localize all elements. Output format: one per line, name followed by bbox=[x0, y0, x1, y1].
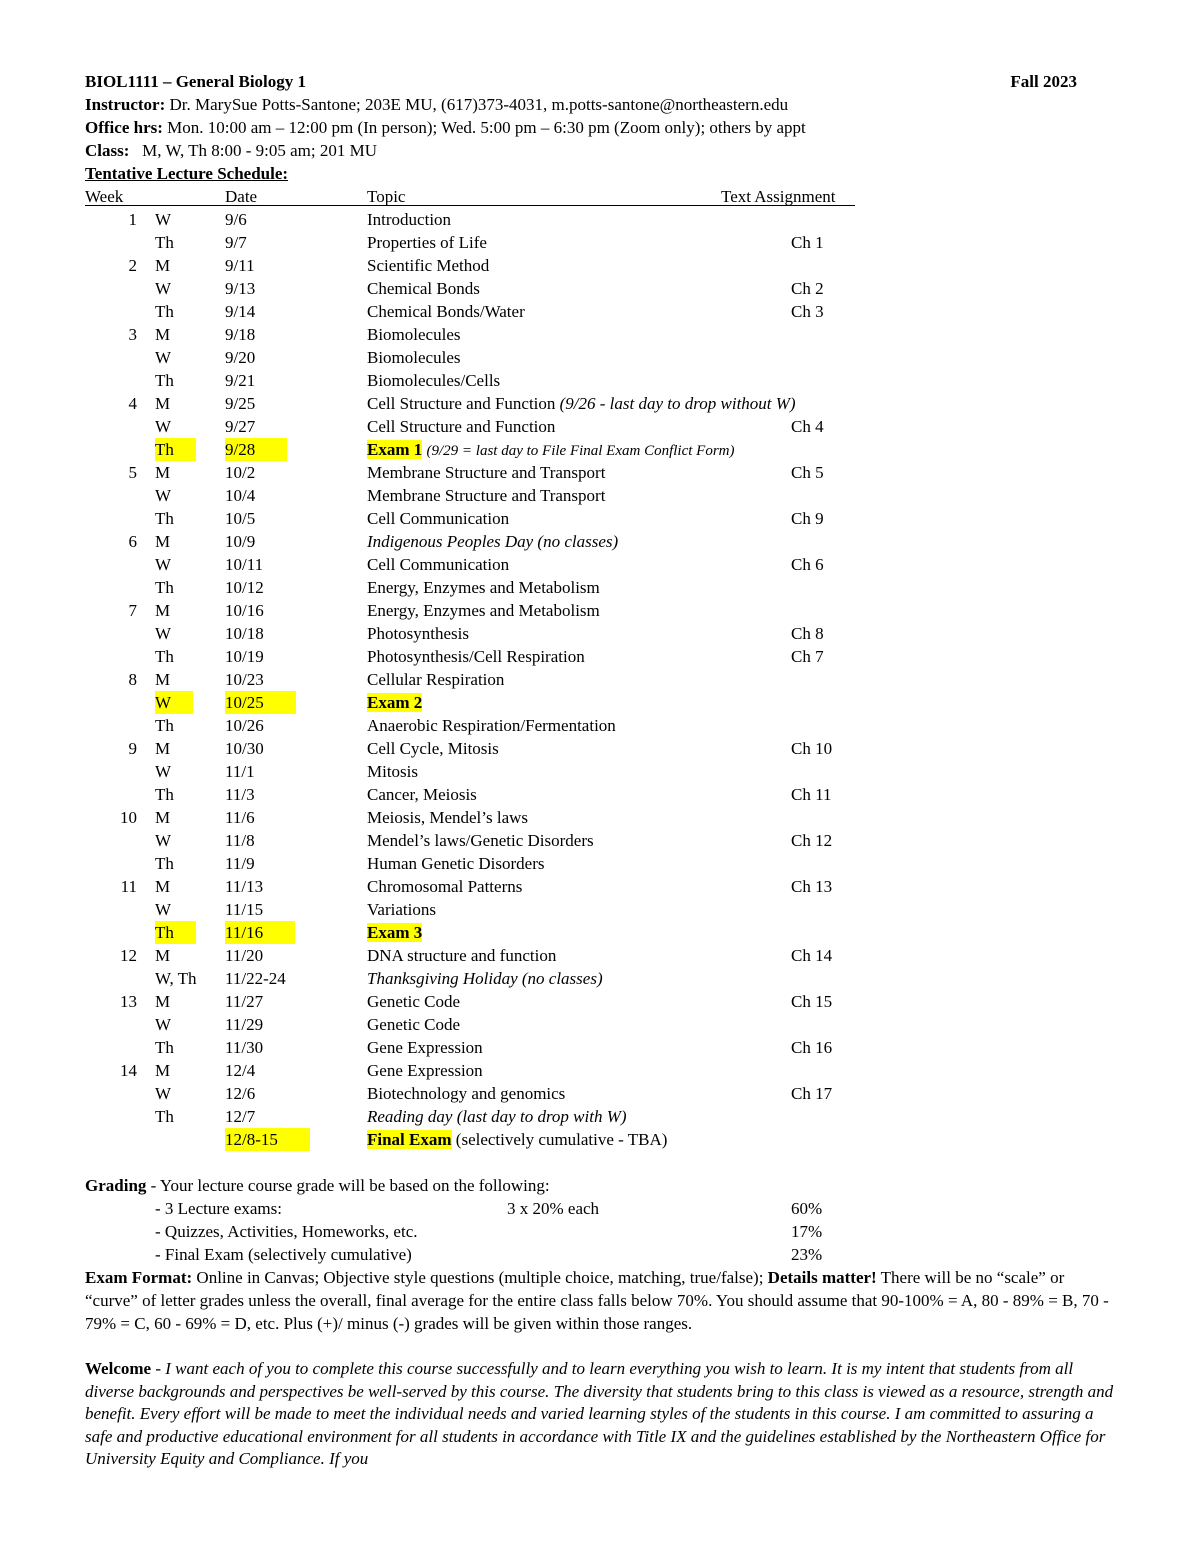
date-cell: 10/26 bbox=[225, 716, 264, 735]
instructor-line bbox=[85, 93, 1115, 116]
schedule-row bbox=[85, 392, 1115, 415]
welcome-label: Welcome bbox=[85, 1359, 152, 1378]
class-value: M, W, Th 8:00 - 9:05 am; 201 MU bbox=[142, 141, 378, 160]
schedule-row bbox=[85, 254, 1115, 277]
topic-cell bbox=[367, 415, 555, 438]
day-cell: Th bbox=[155, 854, 174, 873]
exam-format-paragraph bbox=[85, 1266, 1115, 1335]
topic-cell bbox=[367, 484, 605, 507]
topic-cell bbox=[367, 944, 556, 967]
text-assignment-cell: Ch 4 bbox=[791, 417, 824, 436]
schedule-row bbox=[85, 875, 1115, 898]
grading-item-label: - 3 Lecture exams: bbox=[155, 1199, 282, 1218]
date-cell: 11/22-24 bbox=[225, 969, 286, 988]
topic-text: Biomolecules bbox=[367, 325, 461, 344]
day-cell: Th bbox=[155, 302, 174, 321]
week-cell: 7 bbox=[128, 601, 137, 620]
schedule-row bbox=[85, 852, 1115, 875]
date-cell: 10/18 bbox=[225, 624, 264, 643]
topic-text: Biotechnology and genomics bbox=[367, 1084, 566, 1103]
date-cell: 9/7 bbox=[225, 233, 247, 252]
week-cell: 14 bbox=[120, 1061, 137, 1080]
topic-cell bbox=[367, 1059, 483, 1082]
exam-format-text1: Online in Canvas; Objective style questions (multiple choice, matching, true/false); bbox=[192, 1268, 768, 1287]
schedule-header bbox=[85, 185, 1115, 208]
topic-cell bbox=[367, 461, 605, 484]
schedule-row bbox=[85, 553, 1115, 576]
office-hours-value: Mon. 10:00 am – 12:00 pm (In person); Wed. 5:00 pm – 6:30 pm (Zoom only); others by appt bbox=[167, 118, 806, 137]
schedule-row bbox=[85, 645, 1115, 668]
date-cell: 11/15 bbox=[225, 900, 264, 919]
col-date-header: Date bbox=[225, 187, 258, 206]
week-cell: 10 bbox=[120, 808, 137, 827]
date-cell: 9/18 bbox=[225, 325, 256, 344]
day-cell: Th bbox=[155, 371, 174, 390]
date-cell: 11/20 bbox=[225, 946, 264, 965]
topic-cell bbox=[367, 1082, 565, 1105]
topic-cell bbox=[367, 691, 422, 714]
day-cell: W bbox=[155, 348, 172, 367]
schedule-row bbox=[85, 300, 1115, 323]
grading-item bbox=[85, 1197, 1115, 1220]
day-cell: M bbox=[155, 808, 171, 827]
topic-cell bbox=[367, 875, 522, 898]
topic-text: Cell Structure and Function bbox=[367, 417, 556, 436]
schedule-row bbox=[85, 461, 1115, 484]
topic-cell bbox=[367, 369, 500, 392]
date-cell: 11/30 bbox=[225, 1038, 264, 1057]
topic-note: (selectively cumulative - TBA) bbox=[455, 1130, 668, 1149]
topic-cell bbox=[367, 760, 418, 783]
text-assignment-cell: Ch 11 bbox=[791, 785, 832, 804]
topic-cell bbox=[367, 507, 509, 530]
schedule-row bbox=[85, 921, 1115, 944]
schedule-row bbox=[85, 1105, 1115, 1128]
text-assignment-cell: Ch 6 bbox=[791, 555, 824, 574]
date-cell: 12/7 bbox=[225, 1107, 256, 1126]
day-cell: W bbox=[155, 417, 172, 436]
date-cell: 9/27 bbox=[225, 417, 256, 436]
day-cell: Th bbox=[155, 785, 174, 804]
week-cell: 12 bbox=[120, 946, 137, 965]
day-cell: Th bbox=[155, 921, 196, 944]
schedule-row bbox=[85, 346, 1115, 369]
date-cell: 10/2 bbox=[225, 463, 256, 482]
topic-cell bbox=[367, 1128, 667, 1151]
schedule-row bbox=[85, 691, 1115, 714]
date-cell: 9/25 bbox=[225, 394, 256, 413]
grading-item bbox=[85, 1220, 1115, 1243]
topic-text: Biomolecules/Cells bbox=[367, 371, 501, 390]
text-assignment-cell: Ch 10 bbox=[791, 739, 833, 758]
day-cell: W bbox=[155, 210, 172, 229]
topic-cell bbox=[367, 553, 509, 576]
topic-text: Genetic Code bbox=[367, 1015, 460, 1034]
topic-text: Photosynthesis bbox=[367, 624, 470, 643]
topic-text: Cellular Respiration bbox=[367, 670, 505, 689]
schedule-row bbox=[85, 737, 1115, 760]
office-hours-line bbox=[85, 116, 1115, 139]
topic-cell bbox=[367, 300, 525, 323]
day-cell: W bbox=[155, 555, 172, 574]
day-cell: M bbox=[155, 1061, 171, 1080]
text-assignment-cell: Ch 3 bbox=[791, 302, 824, 321]
date-cell: 9/13 bbox=[225, 279, 256, 298]
day-cell: W, Th bbox=[155, 969, 197, 988]
grading-label: Grading bbox=[85, 1176, 147, 1195]
text-assignment-cell: Ch 1 bbox=[791, 233, 824, 252]
topic-cell bbox=[367, 277, 480, 300]
date-cell: 11/8 bbox=[225, 831, 255, 850]
schedule-row bbox=[85, 944, 1115, 967]
topic-cell bbox=[367, 346, 460, 369]
schedule-row bbox=[85, 415, 1115, 438]
week-cell: 1 bbox=[128, 210, 137, 229]
topic-cell bbox=[367, 576, 600, 599]
topic-text: Mitosis bbox=[367, 762, 419, 781]
topic-text: Variations bbox=[367, 900, 436, 919]
instructor-value: Dr. MarySue Potts-Santone; 203E MU, (617)373-4031, m.potts-santone@northeastern.edu bbox=[169, 95, 789, 114]
schedule-row bbox=[85, 898, 1115, 921]
text-assignment-cell: Ch 8 bbox=[791, 624, 824, 643]
term-label: Fall 2023 bbox=[1010, 72, 1077, 91]
topic-text: Chemical Bonds bbox=[367, 279, 480, 298]
schedule-row bbox=[85, 599, 1115, 622]
date-cell: 9/21 bbox=[225, 371, 256, 390]
topic-cell bbox=[367, 990, 460, 1013]
grading-item bbox=[85, 1243, 1115, 1266]
exam-topic: Exam 1 bbox=[367, 440, 423, 459]
topic-text: Scientific Method bbox=[367, 256, 490, 275]
topic-cell bbox=[367, 898, 436, 921]
date-cell: 12/6 bbox=[225, 1084, 256, 1103]
grading-item-label: - Final Exam (selectively cumulative) bbox=[155, 1245, 412, 1264]
topic-cell bbox=[367, 645, 585, 668]
week-cell: 4 bbox=[128, 394, 137, 413]
grading-item-percent: 60% bbox=[791, 1199, 823, 1218]
topic-text: Gene Expression bbox=[367, 1061, 483, 1080]
day-cell: M bbox=[155, 946, 171, 965]
text-assignment-cell: Ch 9 bbox=[791, 509, 824, 528]
schedule-row bbox=[85, 829, 1115, 852]
topic-text: Cell Cycle, Mitosis bbox=[367, 739, 499, 758]
week-cell: 6 bbox=[128, 532, 137, 551]
schedule-row bbox=[85, 277, 1115, 300]
day-cell: M bbox=[155, 394, 171, 413]
date-cell: 11/1 bbox=[225, 762, 255, 781]
schedule-row bbox=[85, 967, 1115, 990]
exam-topic: Exam 2 bbox=[367, 693, 423, 712]
week-cell: 5 bbox=[128, 463, 137, 482]
topic-text: Photosynthesis/Cell Respiration bbox=[367, 647, 585, 666]
day-cell: M bbox=[155, 601, 171, 620]
date-cell: 10/4 bbox=[225, 486, 256, 505]
topic-cell bbox=[367, 1105, 627, 1128]
topic-text: Chromosomal Patterns bbox=[367, 877, 523, 896]
topic-cell bbox=[367, 806, 528, 829]
schedule-row bbox=[85, 576, 1115, 599]
topic-cell bbox=[367, 254, 489, 277]
welcome-text: - I want each of you to complete this course successfully and to learn everything you wish to learn. It is my intent that students from all diverse backgrounds and perspectives be well-served by this course. The diversity that students bring to this class is viewed as a resource, strength and benefit. Every effort will be made to meet the individual needs and varied learning styles of the students in this course. I am committed to assuring a safe and productive educational environment for all students in accordance with Title IX and the guidelines established by the Northeastern Office for University Equity and Compliance. If you bbox=[85, 1359, 1114, 1468]
topic-cell bbox=[367, 231, 487, 254]
schedule-row bbox=[85, 990, 1115, 1013]
schedule-title-line bbox=[85, 162, 1115, 185]
topic-text: DNA structure and function bbox=[367, 946, 557, 965]
topic-text: Anaerobic Respiration/Fermentation bbox=[367, 716, 616, 735]
topic-text: Cell Communication bbox=[367, 555, 510, 574]
text-assignment-cell: Ch 7 bbox=[791, 647, 824, 666]
schedule-row bbox=[85, 783, 1115, 806]
schedule-row bbox=[85, 369, 1115, 392]
date-cell: 10/9 bbox=[225, 532, 256, 551]
day-cell: W bbox=[155, 831, 172, 850]
topic-text: Properties of Life bbox=[367, 233, 487, 252]
exam-format-text2: There will be no “scale” or “curve” of letter grades unless the overall, final average for the entire class falls below 70%. You should assume that 90-100% = A, 80 - 89% = B, 70 - 79% = C, 60 - 69% = D, etc. Plus (+)/ minus (-) grades will be given within those ranges. bbox=[85, 1268, 1109, 1333]
date-cell: 11/16 bbox=[225, 921, 295, 944]
topic-cell bbox=[367, 208, 451, 231]
topic-cell bbox=[367, 852, 545, 875]
topic-text: Energy, Enzymes and Metabolism bbox=[367, 601, 600, 620]
day-cell: Th bbox=[155, 647, 174, 666]
schedule-table bbox=[85, 208, 1115, 1151]
schedule-row bbox=[85, 1036, 1115, 1059]
schedule-row bbox=[85, 622, 1115, 645]
day-cell: Th bbox=[155, 716, 174, 735]
col-text-header: Text Assignment bbox=[721, 187, 836, 206]
date-cell: 11/9 bbox=[225, 854, 255, 873]
schedule-row bbox=[85, 760, 1115, 783]
grading-item-weight: 3 x 20% each bbox=[507, 1199, 600, 1218]
topic-cell bbox=[367, 714, 616, 737]
date-cell: 9/20 bbox=[225, 348, 256, 367]
day-cell: Th bbox=[155, 1107, 174, 1126]
date-cell: 10/5 bbox=[225, 509, 256, 528]
date-cell: 10/11 bbox=[225, 555, 264, 574]
topic-text: Reading day (last day to drop with W) bbox=[367, 1107, 627, 1126]
grading-intro: - Your lecture course grade will be based on the following: bbox=[146, 1176, 550, 1195]
date-cell: 11/13 bbox=[225, 877, 264, 896]
date-cell: 10/30 bbox=[225, 739, 264, 758]
day-cell: Th bbox=[155, 578, 174, 597]
date-cell: 11/27 bbox=[225, 992, 264, 1011]
day-cell: M bbox=[155, 325, 171, 344]
day-cell: M bbox=[155, 256, 171, 275]
grading-item-label: - Quizzes, Activities, Homeworks, etc. bbox=[155, 1222, 418, 1241]
schedule-row bbox=[85, 530, 1115, 553]
day-cell: W bbox=[155, 624, 172, 643]
topic-text: Energy, Enzymes and Metabolism bbox=[367, 578, 600, 597]
date-cell: 12/4 bbox=[225, 1061, 256, 1080]
day-cell: W bbox=[155, 1084, 172, 1103]
topic-cell bbox=[367, 599, 600, 622]
exam-topic: Exam 3 bbox=[367, 923, 423, 942]
schedule-row bbox=[85, 1013, 1115, 1036]
header-underline bbox=[85, 205, 855, 206]
course-header bbox=[85, 70, 1115, 93]
topic-text: Biomolecules bbox=[367, 348, 461, 367]
day-cell: Th bbox=[155, 438, 196, 461]
topic-text: Thanksgiving Holiday (no classes) bbox=[367, 969, 603, 988]
date-cell: 10/23 bbox=[225, 670, 264, 689]
topic-cell bbox=[367, 530, 618, 553]
day-cell: M bbox=[155, 463, 171, 482]
text-assignment-cell: Ch 12 bbox=[791, 831, 833, 850]
day-cell: W bbox=[155, 486, 172, 505]
text-assignment-cell: Ch 13 bbox=[791, 877, 833, 896]
schedule-row bbox=[85, 668, 1115, 691]
topic-text: Indigenous Peoples Day (no classes) bbox=[367, 532, 619, 551]
topic-text: Meiosis, Mendel’s laws bbox=[367, 808, 529, 827]
day-cell: M bbox=[155, 670, 171, 689]
topic-cell bbox=[367, 829, 594, 852]
class-label: Class: bbox=[85, 141, 130, 160]
schedule-row bbox=[85, 323, 1115, 346]
topic-cell bbox=[367, 1013, 460, 1036]
date-cell: 11/6 bbox=[225, 808, 255, 827]
schedule-row bbox=[85, 714, 1115, 737]
grading-list bbox=[85, 1197, 1115, 1266]
topic-cell bbox=[367, 737, 499, 760]
topic-cell bbox=[367, 967, 603, 990]
text-assignment-cell: Ch 15 bbox=[791, 992, 833, 1011]
welcome-paragraph bbox=[85, 1358, 1115, 1471]
topic-text: Cell Communication bbox=[367, 509, 510, 528]
date-cell: 10/12 bbox=[225, 578, 264, 597]
topic-cell bbox=[367, 323, 460, 346]
date-cell: 9/28 bbox=[225, 438, 287, 461]
grading-line bbox=[85, 1174, 1115, 1197]
date-cell: 10/25 bbox=[225, 691, 296, 714]
topic-text: Genetic Code bbox=[367, 992, 460, 1011]
schedule-row bbox=[85, 484, 1115, 507]
text-assignment-cell: Ch 14 bbox=[791, 946, 833, 965]
week-cell: 2 bbox=[128, 256, 137, 275]
schedule-row bbox=[85, 1128, 1115, 1151]
date-cell: 9/14 bbox=[225, 302, 256, 321]
topic-text: Human Genetic Disorders bbox=[367, 854, 545, 873]
topic-cell bbox=[367, 392, 796, 415]
course-title: BIOL1111 – General Biology 1 bbox=[85, 72, 307, 91]
date-cell: 9/6 bbox=[225, 210, 247, 229]
day-cell: Th bbox=[155, 233, 174, 252]
topic-text: Introduction bbox=[367, 210, 452, 229]
week-cell: 3 bbox=[128, 325, 137, 344]
topic-text: Chemical Bonds/Water bbox=[367, 302, 525, 321]
day-cell: M bbox=[155, 992, 171, 1011]
syllabus-page bbox=[85, 70, 1115, 1471]
date-cell: 11/3 bbox=[225, 785, 255, 804]
date-cell: 10/16 bbox=[225, 601, 264, 620]
topic-cell bbox=[367, 668, 504, 691]
date-cell: 12/8-15 bbox=[225, 1128, 310, 1151]
topic-text: Cancer, Meiosis bbox=[367, 785, 477, 804]
text-assignment-cell: Ch 16 bbox=[791, 1038, 833, 1057]
schedule-row bbox=[85, 507, 1115, 530]
topic-cell bbox=[367, 438, 735, 463]
topic-text: Membrane Structure and Transport bbox=[367, 486, 606, 505]
date-cell: 11/29 bbox=[225, 1015, 264, 1034]
day-cell: W bbox=[155, 691, 193, 714]
class-line bbox=[85, 139, 1115, 162]
week-cell: 9 bbox=[128, 739, 137, 758]
topic-text: Cell Structure and Function bbox=[367, 394, 556, 413]
day-cell: W bbox=[155, 279, 172, 298]
text-assignment-cell: Ch 2 bbox=[791, 279, 824, 298]
date-cell: 10/19 bbox=[225, 647, 264, 666]
exam-format-label: Exam Format: bbox=[85, 1268, 193, 1287]
topic-note: (9/26 - last day to drop without W) bbox=[559, 394, 796, 413]
day-cell: Th bbox=[155, 1038, 174, 1057]
exam-topic: Final Exam bbox=[367, 1130, 452, 1149]
topic-cell bbox=[367, 783, 477, 806]
topic-text: Gene Expression bbox=[367, 1038, 483, 1057]
col-week-header: Week bbox=[85, 187, 124, 206]
schedule-title: Tentative Lecture Schedule: bbox=[85, 164, 289, 183]
topic-cell bbox=[367, 1036, 483, 1059]
topic-cell bbox=[367, 921, 422, 944]
day-cell: M bbox=[155, 739, 171, 758]
col-topic-header: Topic bbox=[367, 187, 406, 206]
schedule-row bbox=[85, 1082, 1115, 1105]
date-cell: 9/11 bbox=[225, 256, 255, 275]
day-cell: M bbox=[155, 877, 171, 896]
day-cell: Th bbox=[155, 509, 174, 528]
week-cell: 8 bbox=[128, 670, 137, 689]
week-cell: 13 bbox=[120, 992, 137, 1011]
topic-cell bbox=[367, 622, 469, 645]
day-cell: W bbox=[155, 762, 172, 781]
instructor-label: Instructor: bbox=[85, 95, 166, 114]
day-cell: M bbox=[155, 532, 171, 551]
text-assignment-cell: Ch 17 bbox=[791, 1084, 833, 1103]
day-cell: W bbox=[155, 1015, 172, 1034]
schedule-row bbox=[85, 806, 1115, 829]
topic-note: (9/29 = last day to File Final Exam Conflict Form) bbox=[426, 443, 735, 459]
topic-text: Membrane Structure and Transport bbox=[367, 463, 606, 482]
schedule-row bbox=[85, 231, 1115, 254]
schedule-row bbox=[85, 438, 1115, 461]
week-cell: 11 bbox=[120, 877, 137, 896]
grading-item-percent: 17% bbox=[791, 1222, 823, 1241]
grading-item-percent: 23% bbox=[791, 1245, 823, 1264]
office-hours-label: Office hrs: bbox=[85, 118, 163, 137]
day-cell: W bbox=[155, 900, 172, 919]
text-assignment-cell: Ch 5 bbox=[791, 463, 824, 482]
topic-text: Mendel’s laws/Genetic Disorders bbox=[367, 831, 594, 850]
details-matter: Details matter! bbox=[767, 1268, 877, 1287]
schedule-row bbox=[85, 1059, 1115, 1082]
schedule-row bbox=[85, 208, 1115, 231]
